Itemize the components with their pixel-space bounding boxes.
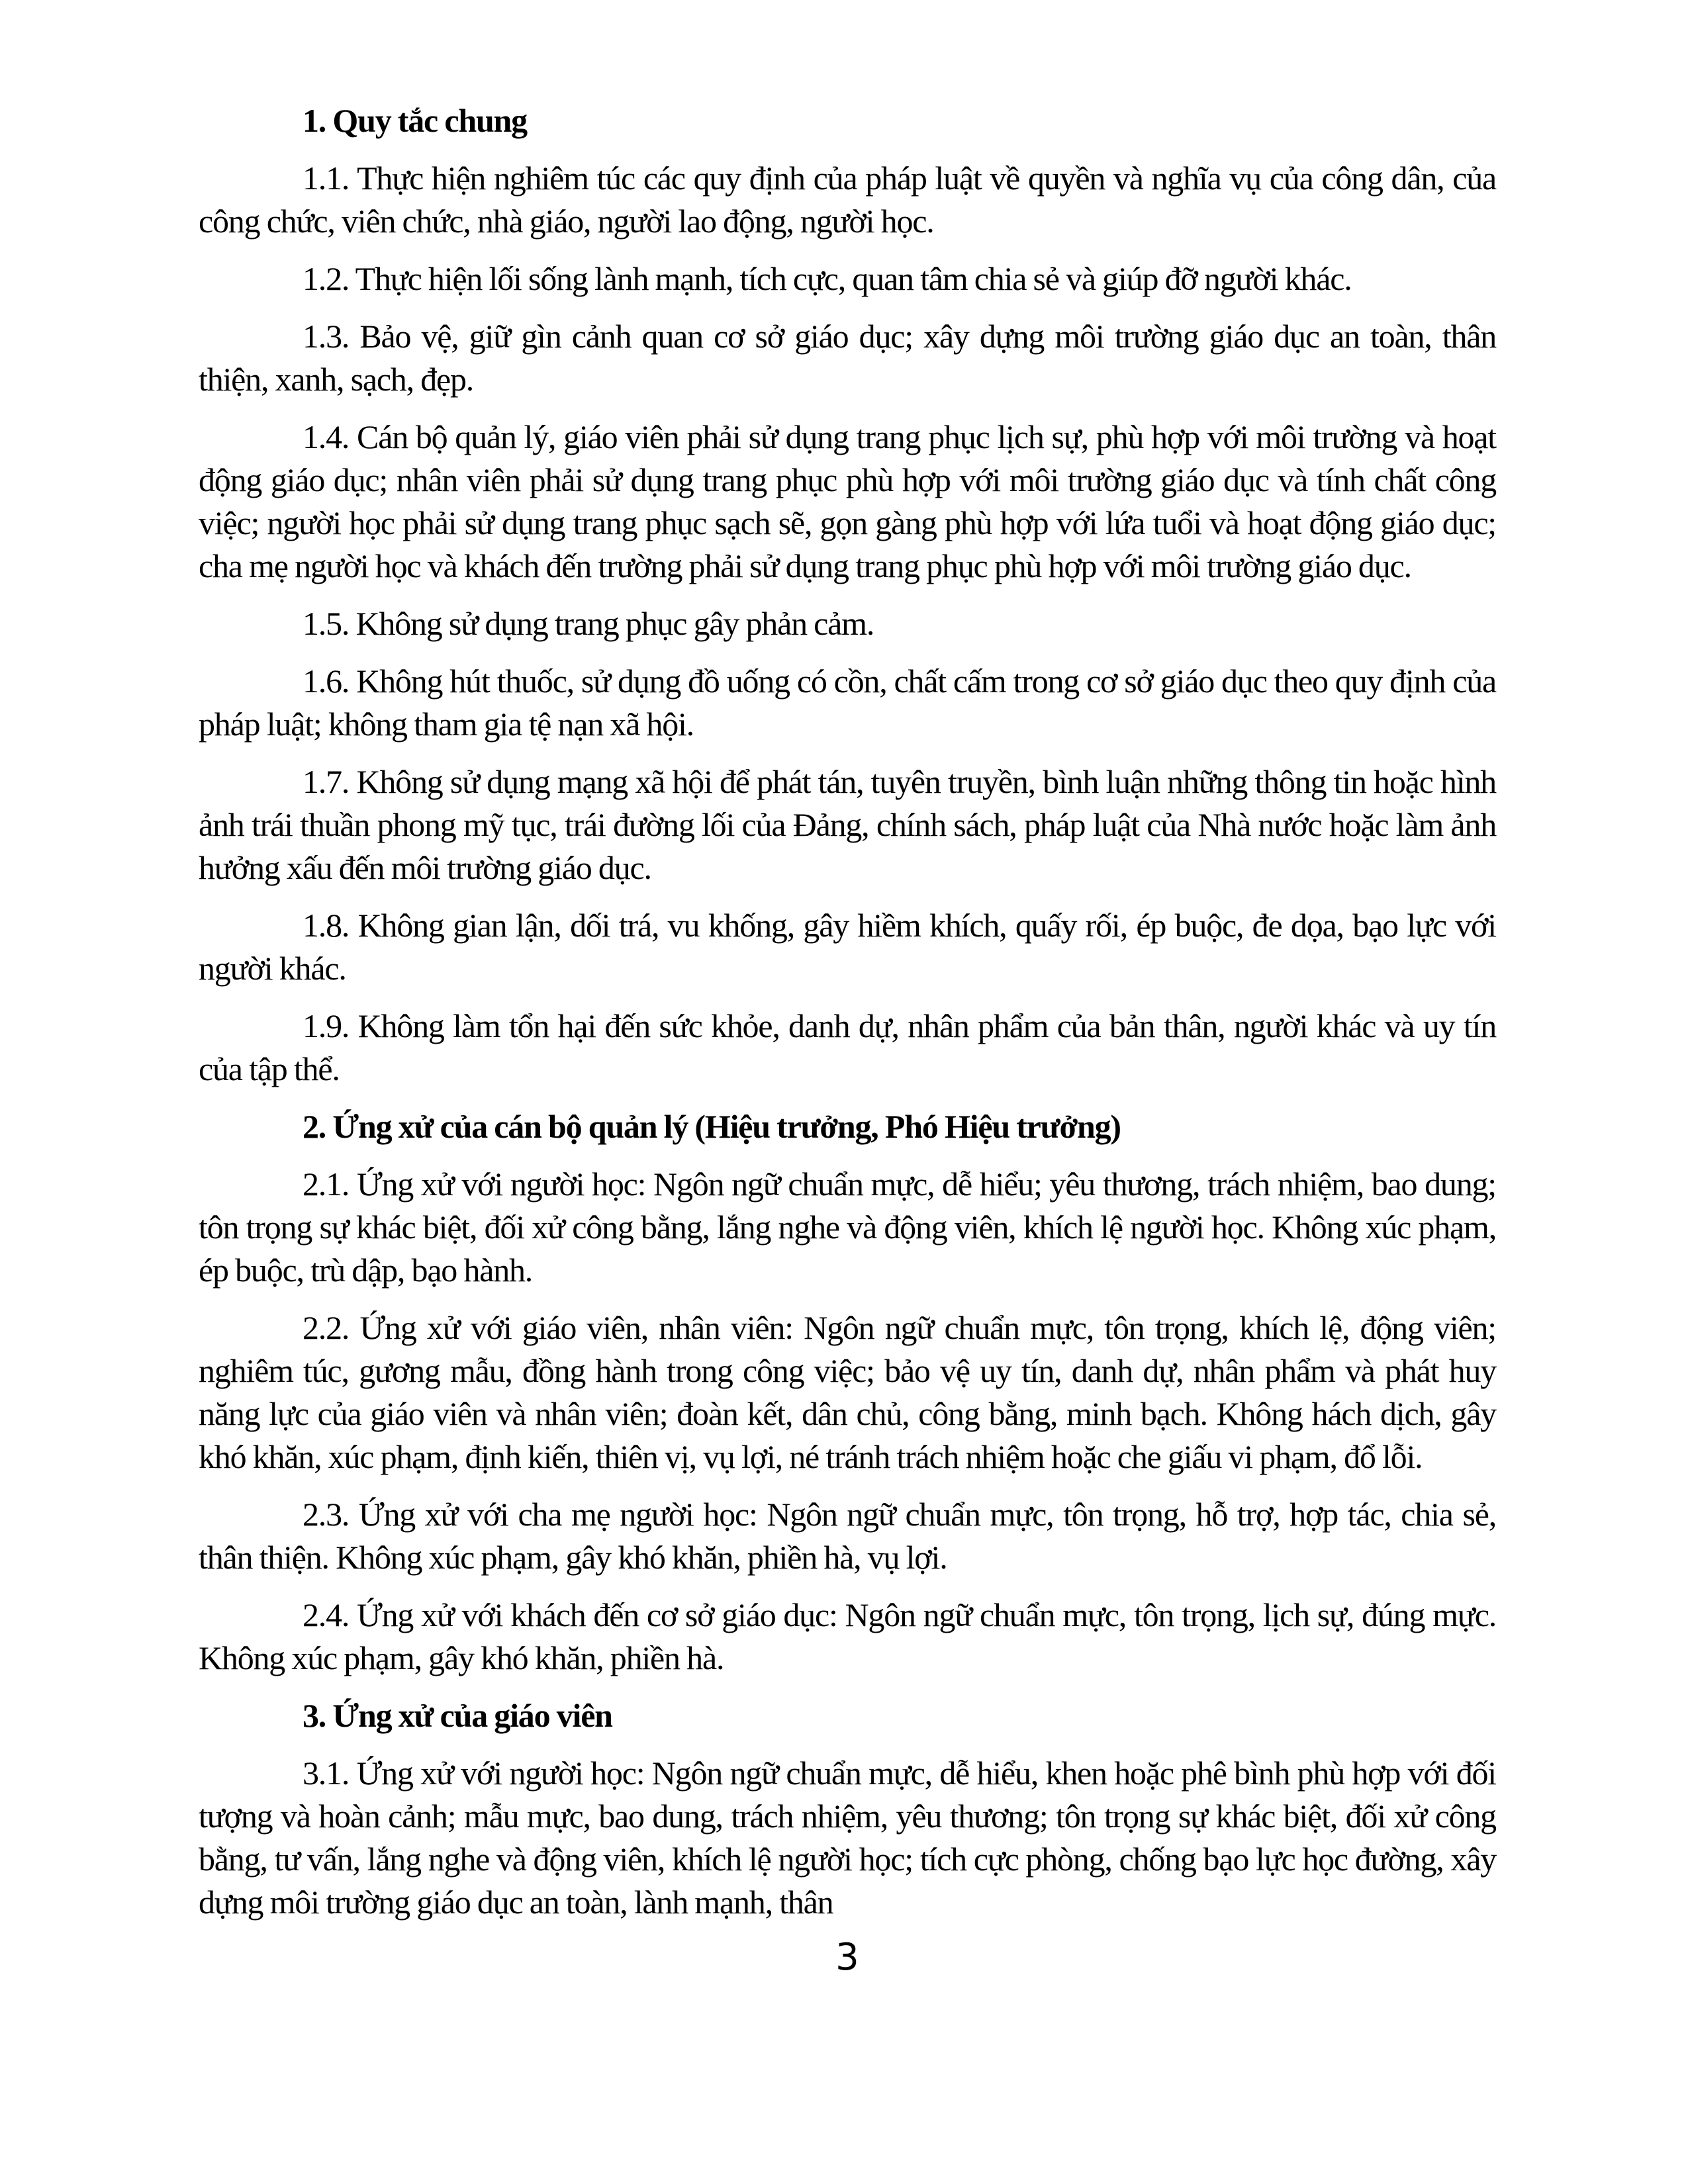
section-3-heading: 3. Ứng xử của giáo viên: [303, 1697, 612, 1734]
section-2-paragraph-2-2: 2.2. Ứng xử với giáo viên, nhân viên: Ngôn ngữ chuẩn mực, tôn trọng, khích lệ, động viên; nghiêm túc, gương mẫu, đồng hành trong công việc; bảo vệ uy tín, danh dự, nhân phẩm và phát huy năng lực của giáo viên và nhân viên; đoàn kết, dân chủ, công bằng, minh bạch. Không hách dịch, gây khó khăn, xúc phạm, định kiến, thiên vị, vụ lợi, né tránh trách nhiệm hoặc che giấu vi phạm, đổ lỗi.: [199, 1309, 1496, 1475]
section-1-paragraph-1-2: 1.2. Thực hiện lối sống lành mạnh, tích cực, quan tâm chia sẻ và giúp đỡ người khác.: [303, 260, 1352, 297]
section-1-paragraph-1-6: 1.6. Không hút thuốc, sử dụng đồ uống có cồn, chất cấm trong cơ sở giáo dục theo quy định của pháp luật; không tham gia tệ nạn xã hội.: [199, 662, 1496, 743]
section-3-paragraph-3-1: 3.1. Ứng xử với người học: Ngôn ngữ chuẩn mực, dễ hiểu, khen hoặc phê bình phù hợp với đối tượng và hoàn cảnh; mẫu mực, bao dung, trách nhiệm, yêu thương; tôn trọng sự khác biệt, đối xử công bằng, tư vấn, lắng nghe và động viên, khích lệ người học; tích cực phòng, chống bạo lực học đường, xây dựng môi trường giáo dục an toàn, lành mạnh, thân: [199, 1754, 1496, 1921]
page-number: 3: [835, 1936, 859, 1979]
section-1-paragraph-1-3: 1.3. Bảo vệ, giữ gìn cảnh quan cơ sở giáo dục; xây dựng môi trường giáo dục an toàn, thân thiện, xanh, sạch, đẹp.: [199, 318, 1496, 398]
section-1-paragraph-1-7: 1.7. Không sử dụng mạng xã hội để phát tán, tuyên truyền, bình luận những thông tin hoặc hình ảnh trái thuần phong mỹ tục, trái đường lối của Đảng, chính sách, pháp luật của Nhà nước hoặc làm ảnh hưởng xấu đến môi trường giáo dục.: [199, 763, 1496, 886]
section-1-paragraph-1-1: 1.1. Thực hiện nghiêm túc các quy định của pháp luật về quyền và nghĩa vụ của công dân, của công chức, viên chức, nhà giáo, người lao động, người học.: [199, 159, 1496, 240]
section-1-paragraph-1-4: 1.4. Cán bộ quản lý, giáo viên phải sử dụng trang phục lịch sự, phù hợp với môi trường và hoạt động giáo dục; nhân viên phải sử dụng trang phục phù hợp với môi trường giáo dục và tính chất công việc; người học phải sử dụng trang phục sạch sẽ, gọn gàng phù hợp với lứa tuổi và hoạt động giáo dục; cha mẹ người học và khách đến trường phải sử dụng trang phục phù hợp với môi trường giáo dục.: [199, 418, 1496, 584]
section-1-paragraph-1-8: 1.8. Không gian lận, dối trá, vu khống, gây hiềm khích, quấy rối, ép buộc, đe dọa, bạo lực với người khác.: [199, 907, 1496, 987]
section-2-paragraph-2-3: 2.3. Ứng xử với cha mẹ người học: Ngôn ngữ chuẩn mực, tôn trọng, hỗ trợ, hợp tác, chia sẻ, thân thiện. Không xúc phạm, gây khó khăn, phiền hà, vụ lợi.: [199, 1496, 1496, 1576]
section-2-paragraph-2-4: 2.4. Ứng xử với khách đến cơ sở giáo dục: Ngôn ngữ chuẩn mực, tôn trọng, lịch sự, đúng mực. Không xúc phạm, gây khó khăn, phiền hà.: [199, 1596, 1496, 1676]
section-1-paragraph-1-9: 1.9. Không làm tổn hại đến sức khỏe, danh dự, nhân phẩm của bản thân, người khác và uy tín của tập thể.: [199, 1007, 1496, 1087]
section-2-heading: 2. Ứng xử của cán bộ quản lý (Hiệu trưởng, Phó Hiệu trưởng): [303, 1108, 1121, 1145]
section-1-paragraph-1-5: 1.5. Không sử dụng trang phục gây phản cảm.: [303, 605, 874, 642]
section-2-paragraph-2-1: 2.1. Ứng xử với người học: Ngôn ngữ chuẩn mực, dễ hiểu; yêu thương, trách nhiệm, bao dung; tôn trọng sự khác biệt, đối xử công bằng, lắng nghe và động viên, khích lệ người học. Không xúc phạm, ép buộc, trù dập, bạo hành.: [199, 1165, 1496, 1289]
section-1-heading: 1. Quy tắc chung: [303, 102, 527, 139]
